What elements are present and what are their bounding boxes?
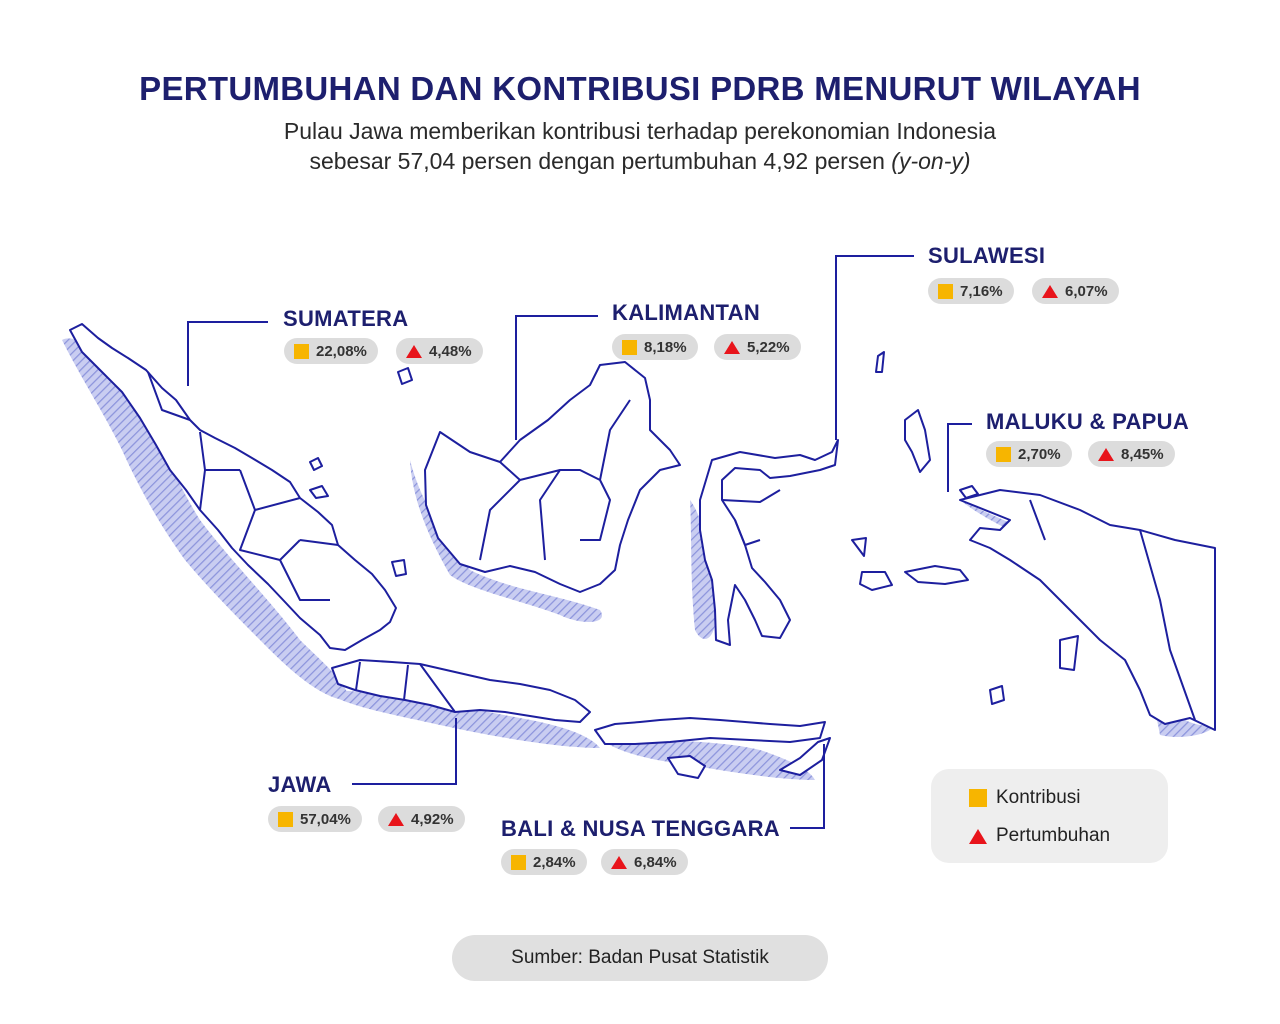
sumatera-callout-line: [188, 322, 268, 386]
kontribusi-square-icon: [511, 855, 526, 870]
pertumbuhan-triangle-icon: [1042, 285, 1058, 298]
pertumbuhan-triangle-icon: [388, 813, 404, 826]
legend: [931, 769, 1168, 863]
buru-outline: [860, 572, 892, 590]
region-name-maluku-papua: MALUKU & PAPUA: [986, 409, 1190, 434]
page-title: PERTUMBUHAN DAN KONTRIBUSI PDRB MENURUT WILAYAH: [139, 70, 1141, 107]
region-name-jawa: JAWA: [268, 772, 332, 797]
maluku-callout-line: [948, 424, 972, 492]
maluku-pertumbuhan-value: 8,45%: [1121, 445, 1164, 463]
subtitle-line-1: Pulau Jawa memberikan kontribusi terhadap perekonomian Indonesia: [283, 118, 997, 144]
kontribusi-square-icon: [622, 340, 637, 355]
kalimantan-outline: [425, 362, 680, 592]
maluku-pertumbuhan-pill: [1088, 441, 1175, 467]
sulawesi-callout-line: [836, 256, 914, 440]
maluku-kontribusi-pill: [986, 441, 1072, 467]
kontribusi-square-icon: [294, 344, 309, 359]
sulawesi-pertumbuhan-value: 6,07%: [1065, 282, 1108, 300]
pertumbuhan-triangle-icon: [1098, 448, 1114, 461]
legend-item-pertumbuhan: [969, 825, 1110, 847]
seram-outline: [905, 566, 968, 584]
pertumbuhan-triangle-icon: [724, 341, 740, 354]
bali-kontribusi-value: 2,84%: [533, 853, 576, 871]
kalimantan-kontribusi-value: 8,18%: [644, 338, 687, 356]
kalimantan-pertumbuhan-value: 5,22%: [747, 338, 790, 356]
maluku-kontribusi-value: 2,70%: [1018, 445, 1061, 463]
subtitle-yoy: (y-on-y): [891, 148, 971, 174]
sumatera-pertumbuhan-value: 4,48%: [429, 342, 472, 360]
jawa-pertumbuhan-pill: [378, 806, 465, 832]
kontribusi-square-icon: [969, 789, 987, 807]
kontribusi-square-icon: [996, 447, 1011, 462]
jawa-kontribusi-pill: [268, 806, 362, 832]
region-name-sumatera: SUMATERA: [283, 306, 409, 331]
jawa-kontribusi-value: 57,04%: [300, 810, 351, 828]
bali-kontribusi-pill: [501, 849, 587, 875]
sulawesi-pertumbuhan-pill: [1032, 278, 1119, 304]
subtitle-line-2-text: sebesar 57,04 persen dengan pertumbuhan 4,92 persen: [309, 148, 885, 174]
sulawesi-kontribusi-value: 7,16%: [960, 282, 1003, 300]
bali-nusa-outline: [595, 718, 825, 744]
region-name-bali-nusa-tenggara: BALI & NUSA TENGGARA: [501, 816, 780, 841]
region-name-kalimantan: KALIMANTAN: [612, 300, 761, 325]
sulawesi-outline: [700, 440, 838, 645]
halmahera-outline: [905, 410, 930, 472]
sulawesi-kontribusi-pill: [928, 278, 1014, 304]
bali-pertumbuhan-pill: [601, 849, 688, 875]
pertumbuhan-triangle-icon: [611, 856, 627, 869]
region-name-sulawesi: SULAWESI: [928, 243, 1046, 268]
legend-kontribusi-label: Kontribusi: [996, 787, 1081, 808]
kontribusi-square-icon: [938, 284, 953, 299]
jawa-callout-line: [352, 718, 456, 784]
source-note: Sumber: Badan Pusat Statistik: [452, 935, 828, 981]
sumatera-kontribusi-value: 22,08%: [316, 342, 367, 360]
pertumbuhan-triangle-icon: [406, 345, 422, 358]
sumatera-kontribusi-pill: [284, 338, 378, 364]
legend-pertumbuhan-label: Pertumbuhan: [996, 825, 1111, 846]
sumatera-pertumbuhan-pill: [396, 338, 483, 364]
kontribusi-square-icon: [278, 812, 293, 827]
pertumbuhan-triangle-icon: [969, 829, 987, 844]
bali-pertumbuhan-value: 6,84%: [634, 853, 677, 871]
timor-outline: [780, 738, 830, 775]
legend-item-kontribusi: [969, 787, 1081, 809]
kalimantan-pertumbuhan-pill: [714, 334, 801, 360]
kalimantan-kontribusi-pill: [612, 334, 698, 360]
jawa-pertumbuhan-value: 4,92%: [411, 810, 454, 828]
map-outline-layer: [70, 324, 1215, 778]
